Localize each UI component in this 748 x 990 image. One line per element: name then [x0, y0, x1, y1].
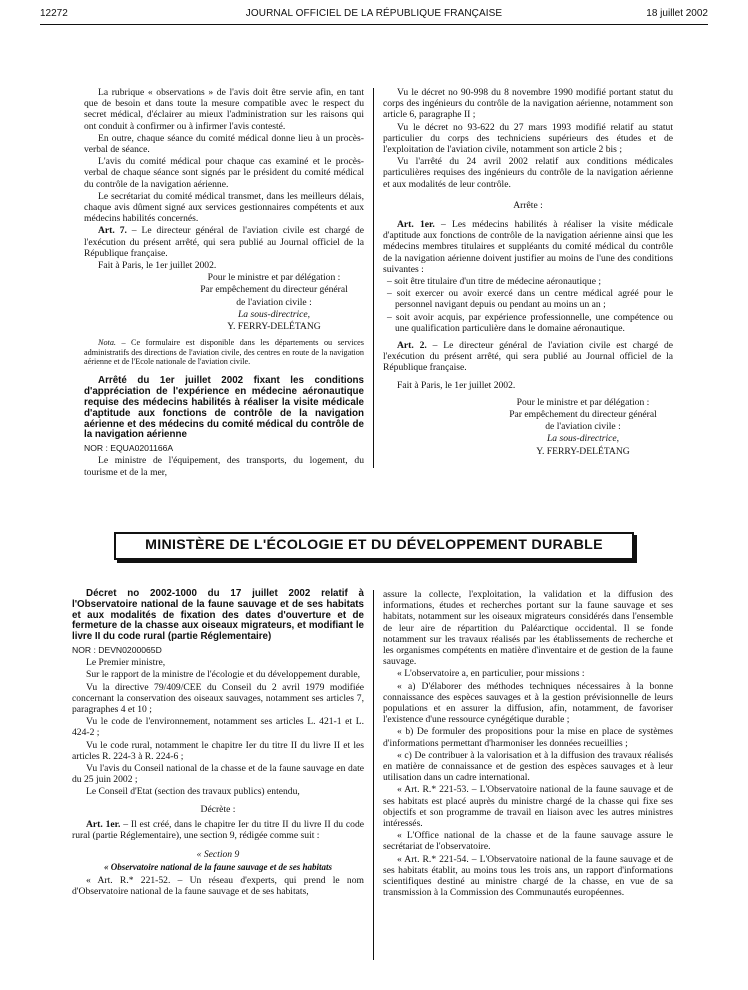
- paragraph: Le Conseil d'Etat (section des travaux publics) entendu,: [86, 786, 300, 798]
- bottom-left-column: [72, 589, 364, 898]
- paragraph: « Art. R.* 221-54. – L'Observatoire national de la faune sauvage et de ses habitats établit, au moins tous les trois ans, un rapport d'informations scientifiques destiné au ministre chargé de la chasse, en vue de sa transmission à la Commission des Communautés européennes.: [383, 853, 673, 899]
- signature-line: La sous-directrice,: [237, 308, 311, 320]
- paragraph: « L'Office national de la chasse et de la faune sauvage assure le secrétariat de l'observatoire.: [383, 830, 673, 853]
- paragraph: Sur le rapport de la ministre de l'écologie et du développement durable,: [86, 669, 360, 681]
- signatory-name: Y. FERRY-DELÉTANG: [536, 445, 630, 457]
- paragraph: Vu l'arrêté du 24 avril 2002 relatif aux conditions médicales particulières requises des ingénieurs du contrôle de la navigation aérienne et aux modalités de leur contrôle.: [383, 156, 673, 190]
- top-right-column: [383, 87, 673, 458]
- paragraph: En outre, chaque séance du comité médical donne lieu à un procès-verbal de séance.: [84, 132, 364, 156]
- section-title: « Observatoire national de la faune sauvage et de ses habitats: [104, 862, 332, 873]
- paragraph: L'avis du comité médical pour chaque cas examiné et le procès-verbal de chaque séance sont signés par le président du comité médical du contrôle de la navigation aérienne.: [84, 156, 364, 190]
- paragraph: Vu le code rural, notamment le chapitre Ier du titre II du livre II et les articles R. 224-3 à R. 224-6 ;: [72, 739, 364, 762]
- paragraph: « a) D'élaborer des méthodes techniques nécessaires à la bonne connaissance des espèces sauvages et à la gestion prévisionnelle de leurs populations et en assurer la diffusion, afin, notamment, de favoriser l'existence d'une ressource cynégétique durable ;: [383, 680, 673, 726]
- journal-title: JOURNAL OFFICIEL DE LA RÉPUBLIQUE FRANÇAISE: [245, 8, 503, 19]
- fait-a-paris: Fait à Paris, le 1er juillet 2002.: [98, 260, 217, 272]
- paragraph: La rubrique « observations » de l'avis doit être servie afin, en tant que de besoin et dans toute la mesure compatible avec le respect du secret médical, d'éclairer au mieux l'administration sur les raisons qui ont conduit à confirmer ou à infirmer l'avis contesté.: [84, 87, 364, 132]
- article-label: Art. 7.: [98, 225, 127, 237]
- paragraph: Vu le décret no 90-998 du 8 novembre 1990 modifié portant statut du corps des ingénieurs du contrôle de la navigation aérienne, notamment son article 6, paragraphe II ;: [383, 87, 673, 121]
- article-1: [72, 819, 364, 841]
- signature-line: Pour le ministre et par délégation :: [207, 272, 341, 284]
- note-text: – Ce formulaire est disponible dans les départements ou services administratifs des directions de l'aviation civile, des centres en route de la navigation aérienne et de l'Ecole nationale de l'aviation civile.: [84, 338, 364, 367]
- signature-block: [84, 272, 354, 332]
- article-1: [383, 219, 673, 275]
- signature-block: [383, 397, 673, 457]
- page-number: 12272: [40, 8, 68, 19]
- paragraph: « Art. R.* 221-52. – Un réseau d'experts, qui prend le nom d'Observatoire national de la faune sauvage et de ses habitats,: [72, 874, 364, 897]
- paragraph: Le Premier ministre,: [86, 657, 166, 669]
- nor-reference: NOR : EQUA0201166A: [84, 443, 174, 454]
- header-rule: [40, 24, 708, 25]
- signatory-name: Y. FERRY-DELÉTANG: [227, 321, 321, 333]
- article-text: – Le directeur général de l'aviation civile est chargé de l'exécution du présent arrêté, qui sera publié au Journal officiel de la République française.: [84, 225, 364, 259]
- note-label: Nota.: [98, 338, 116, 348]
- signature-line: de l'aviation civile :: [236, 296, 312, 308]
- column-divider-top: [373, 88, 374, 468]
- signature-line: Pour le ministre et par délégation :: [516, 396, 650, 408]
- decree-title: Décret no 2002-1000 du 17 juillet 2002 relatif à l'Observatoire national de la faune sauvage et de ses habitats et aux modalités de fixation des dates d'ouverture et de fermeture de la chasse aux oiseaux migrateurs, et modifiant le livre II du code rural (partie Réglementaire): [72, 588, 364, 643]
- paragraph: « b) De formuler des propositions pour la mise en place de systèmes d'informations permettant d'harmoniser les données recueillies ;: [383, 726, 673, 749]
- paragraph: assure la collecte, l'exploitation, la validation et la diffusion des informations, études et recherches portant sur la faune sauvage et ses habitats, notamment sur les oiseaux migrateurs considérés dans l'ensemble de leur aire de répartition du Paléarctique occidental. Il se fonde notamment sur les travaux réalisés par les établissements de recherche et les organismes compétents en matière d'inventaire et de gestion de la faune sauvage.: [383, 589, 673, 668]
- paragraph: Vu la directive 79/409/CEE du Conseil du 2 avril 1979 modifiée concernant la conservation des oiseaux sauvages, notamment ses articles 7, paragraphes 4 et 10 ;: [72, 681, 364, 715]
- ministry-banner: MINISTÈRE DE L'ÉCOLOGIE ET DU DÉVELOPPEMENT DURABLE: [114, 532, 634, 560]
- signature-line: Par empêchement du directeur général: [200, 284, 348, 296]
- section-heading: « Section 9: [196, 849, 240, 861]
- signature-line: de l'aviation civile :: [545, 421, 621, 433]
- signature-line: Par empêchement du directeur général: [509, 409, 657, 421]
- paragraph: « c) De contribuer à la valorisation et à la diffusion des travaux réalisés en matière de connaissance et de gestion des espèces sauvages et à leur utilisation dans un cadre international.: [383, 749, 673, 784]
- signature-line: La sous-directrice,: [546, 433, 620, 445]
- nor-reference: NOR : DEVN0200065D: [72, 644, 162, 655]
- condition-item: – soit être titulaire d'un titre de médecine aéronautique ;: [387, 276, 602, 288]
- page-header: [40, 8, 708, 22]
- article-text: – Les médecins habilités à réaliser la visite médicale d'aptitude aux fonctions de contrôle de la navigation aérienne ainsi que les médecins membres titulaires et suppléants du comité médical du contrôle de la navigation aérienne doivent justifier au moins de l'une des conditions suivantes :: [383, 219, 673, 275]
- article-label: Art. 1er.: [397, 219, 435, 231]
- article-label: Art. 2.: [397, 340, 427, 352]
- decrete-heading: Décrète :: [200, 803, 236, 815]
- condition-item: – soit avoir acquis, par expérience professionnelle, une compétence ou une qualification particulière dans le domaine aéronautique.: [387, 311, 673, 334]
- paragraph: Vu le code de l'environnement, notamment ses articles L. 421-1 et L. 424-2 ;: [72, 716, 364, 739]
- paragraph: Le secrétariat du comité médical transmet, dans les meilleurs délais, chaque avis dûment signé aux services gestionnaires compétents et aux médecins habilités concernés.: [84, 190, 364, 225]
- article-7: [84, 225, 364, 259]
- fait-a-paris: Fait à Paris, le 1er juillet 2002.: [397, 379, 516, 391]
- minister-line: Le ministre de l'équipement, des transports, du logement, du tourisme et de la mer,: [84, 455, 364, 478]
- article-text: – Le directeur général de l'aviation civile est chargé de l'exécution du présent arrêté, qui sera publié au Journal officiel de la République française.: [383, 340, 673, 374]
- bottom-right-column: [383, 589, 673, 899]
- article-2: [383, 340, 673, 374]
- decree-title: Arrêté du 1er juillet 2002 fixant les conditions d'appréciation de l'expérience en médecine aéronautique requise des médecins habilités à réaliser la visite médicale d'aptitude aux fonctions de contrôle de la navigation aérienne et des médecins du comité médical du contrôle de la navigation aérienne: [84, 375, 364, 441]
- article-label: Art. 1er.: [86, 818, 121, 830]
- article-text: – Il est créé, dans le chapitre Ier du titre II du livre II du code rural (partie Réglementaire), une section 9, rédigée comme suit :: [72, 818, 364, 842]
- paragraph: Vu l'avis du Conseil national de la chasse et de la faune sauvage en date du 25 juin 2002 ;: [72, 763, 364, 786]
- condition-item: – soit exercer ou avoir exercé dans un centre médical agréé pour le personnel navigant depuis ou pendant au moins un an ;: [387, 288, 673, 311]
- paragraph: « Art. R.* 221-53. – L'Observatoire national de la faune sauvage et de ses habitats est placé auprès du ministre chargé de la chasse qui fixe ses objectifs et son programme de travail en liaison avec les autres ministres intéressés.: [383, 784, 673, 830]
- arrete-heading: Arrête :: [513, 199, 543, 211]
- issue-date: 18 juillet 2002: [646, 8, 708, 19]
- paragraph: « L'observatoire a, en particulier, pour missions :: [397, 668, 585, 680]
- note: [84, 338, 364, 366]
- top-left-column: [84, 87, 364, 479]
- paragraph: Vu le décret no 93-622 du 27 mars 1993 modifié relatif au statut particulier du corps des techniciens supérieurs des études et de l'exploitation de l'aviation civile, notamment son article 2 bis ;: [383, 121, 673, 156]
- column-divider-bottom: [373, 590, 374, 960]
